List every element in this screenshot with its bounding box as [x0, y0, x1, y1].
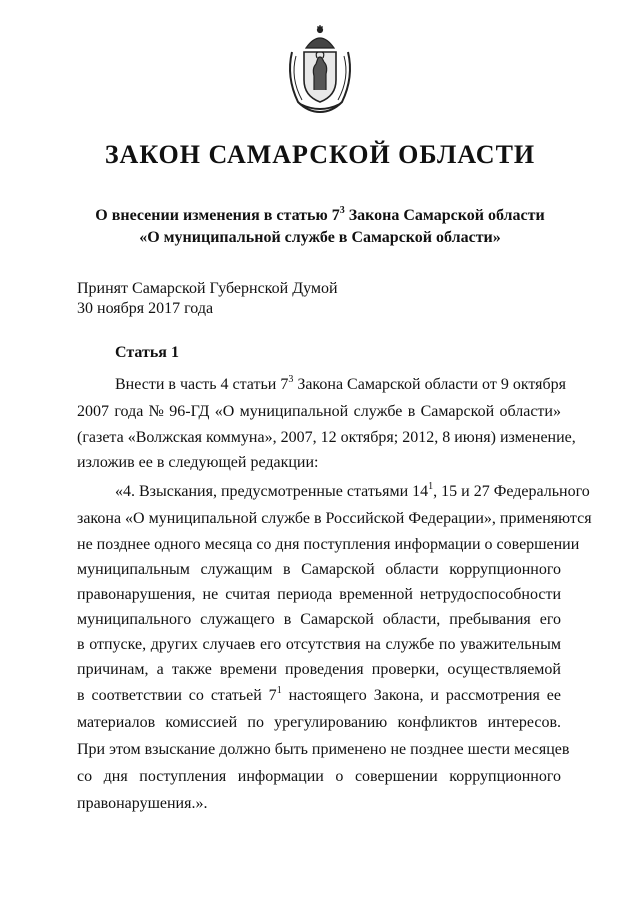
text-line: правонарушения.».: [77, 795, 208, 812]
text-line: не позднее одного месяца со дня поступления информации о совершении: [77, 536, 580, 553]
text-line: закона «О муниципальной службе в Российской Федерации», применяются: [77, 510, 592, 527]
text-line: правонарушения, не считая периода временной нетрудоспособности: [77, 586, 561, 603]
law-title: ЗАКОН САМАРСКОЙ ОБЛАСТИ: [104, 140, 536, 169]
law-subtitle: [0, 205, 640, 249]
text-line: 2007 года № 96-ГД «О муниципальной службе в Самарской области»: [77, 403, 561, 420]
subtitle-line-2: «О муниципальной службе в Самарской области»: [139, 229, 501, 246]
text-line: (газета «Волжская коммуна», 2007, 12 октября; 2012, 8 июня) изменение,: [77, 429, 576, 446]
text-line: «4. Взыскания, предусмотренные статьями $14^1$, 15 и 27 Федерального: [115, 480, 590, 500]
text-line: изложив ее в следующей редакции:: [77, 454, 319, 471]
samara-coat-of-arms-icon: [284, 22, 356, 114]
text-line: Внести в часть 4 статьи $7^3$ Закона Самарской области от 9 октября: [115, 373, 567, 393]
article-heading: Статья 1: [115, 344, 179, 361]
text-line: в соответствии со статьей $7^1$ настоящего Закона, и рассмотрения ее: [77, 684, 561, 704]
adoption-info: [77, 279, 338, 319]
text-line: причинам, а также времени проведения проверки, осуществляемой: [77, 661, 561, 678]
text-line: муниципальным служащим в Самарской области коррупционного: [77, 561, 561, 578]
adopted-by: Принят Самарской Губернской Думой: [77, 280, 338, 297]
text-line: муниципального служащего в Самарской области, пребывания его: [77, 611, 561, 628]
text-line: в отпуске, других случаев его отсутствия на службе по уважительным: [77, 636, 561, 653]
text-line: материалов комиссией по урегулированию конфликтов интересов.: [77, 714, 561, 731]
adopted-date: 30 ноября 2017 года: [77, 300, 214, 317]
text-line: со дня поступления информации о совершении коррупционного: [77, 768, 561, 785]
subtitle-line-1: О внесении изменения в статью $7^3$ Закона Самарской области: [95, 204, 545, 224]
text-line: При этом взыскание должно быть применено не позднее шести месяцев: [77, 741, 570, 758]
